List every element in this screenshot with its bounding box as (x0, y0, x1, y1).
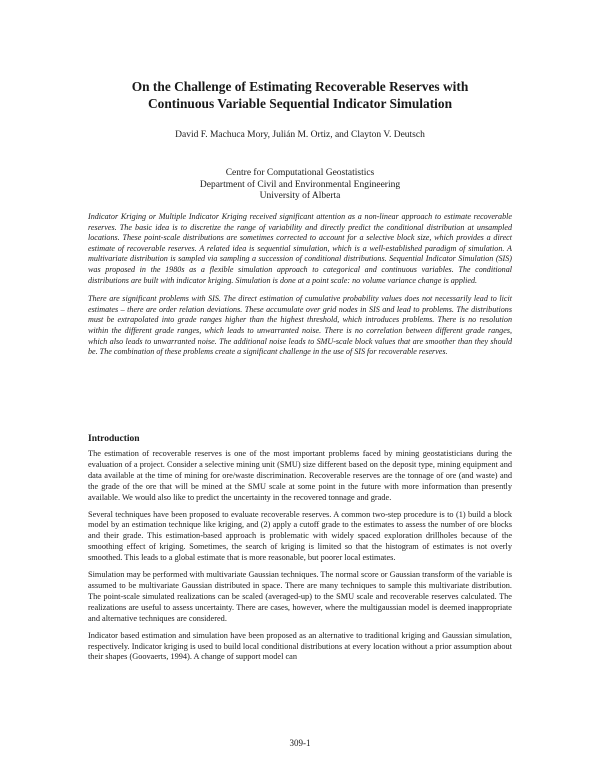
abstract (88, 212, 512, 366)
author-list: David F. Machuca Mory, Julián M. Ortiz, and Clayton V. Deutsch (175, 130, 425, 140)
paper-title (60, 78, 540, 112)
body-paragraph: Indicator based estimation and simulation have been proposed as an alternative to traditional kriging and Gaussian simulation, respectively. Indicator kriging is used to build local conditional distributions at every location without a prior assumption about their shapes (Goovaerts, 1994). A change of support model can (88, 630, 512, 662)
affiliation-department: Department of Civil and Environmental Engineering (199, 179, 401, 190)
affiliation-centre: Centre for Computational Geostatistics (225, 168, 375, 178)
title-line-1: On the Challenge of Estimating Recoverable Reserves with (131, 79, 469, 94)
introduction-body (88, 449, 512, 669)
page-number: 309-1 (289, 738, 311, 748)
body-paragraph: Several techniques have been proposed to evaluate recoverable reserves. A common two-step procedure is to (1) build a block model by an estimation technique like kriging, and (2) apply a cutoff grade to the estimates to assess the number of ore blocks and their grade. This estimation-based approach is problematic with widely spaced exploration drillholes because of the smoothing effect of kriging. Sometimes, the search of kriging is limited so that the histogram of estimates is not overly smoothed. This leads to a global estimate that is more reasonable, but poorer local estimates. (88, 509, 512, 563)
body-paragraph: Simulation may be performed with multivariate Gaussian techniques. The normal score or Gaussian transform of the variable is assumed to be multivariate Gaussian distributed in space. There are many techniques to sample this multivariate distribution. The point-scale simulated realizations can be scaled (averaged-up) to the SMU scale and recoverable reserves calculated. The realizations are useful to assess uncertainty. There are cases, however, where the multigaussian model is deemed inappropriate and alternative techniques are considered. (88, 570, 512, 623)
affiliation-block (60, 168, 540, 203)
abstract-paragraph: There are significant problems with SIS. The direct estimation of cumulative probability values does not necessarily lead to licit estimates – there are order relation deviations. These accumulate over grid nodes in SIS and lead to problems. The distributions must be extrapolated into grade ranges higher than the highest threshold, which introduces problems. There is no resolution within the different grade ranges, which leads to unwarranted noise. There is no correlation between different grade ranges, which also leads to unwarranted noise. The additional noise leads to SMU-scale block values that are smoother than they should be. The combination of these problems create a significant challenge in the use of SIS for recoverable reserves. (88, 294, 512, 357)
section-heading-introduction: Introduction (88, 434, 140, 444)
affiliation-university: University of Alberta (259, 191, 341, 202)
abstract-paragraph: Indicator Kriging or Multiple Indicator Kriging received significant attention as a non-linear approach to estimate recoverable reserves. The basic idea is to discretize the range of variability and directly predict the conditional distribution at unsampled locations. These point-scale distributions are sometimes corrected to account for a selective block size, which provides a direct estimate of recoverable reserves. A related idea is sequential simulation, which is a well-established paradigm of simulation. A multivariate distribution is sampled via sampling a succession of conditional distributions. Sequential Indicator Simulation (SIS) was proposed in the 1980s as a flexible simulation approach to categorical and continuous variables. The conditional distributions are built with indicator kriging. Simulation is done at a point scale: no volume variance change is applied. (88, 212, 512, 285)
body-paragraph: The estimation of recoverable reserves is one of the most important problems faced by mining geostatisticians during the evaluation of a project. Consider a selective mining unit (SMU) size different based on the deposit type, mining equipment and data available at the time of mining for ore/waste discrimination. Recoverable reserves are the tonnage of ore (and waste) and the grade of the ore that will be mined at the SMU scale at some point in the future with more information than presently available. We would also like to predict the uncertainty in the recovered tonnage and grade. (88, 449, 512, 502)
title-line-2: Continuous Variable Sequential Indicator Simulation (147, 96, 453, 111)
